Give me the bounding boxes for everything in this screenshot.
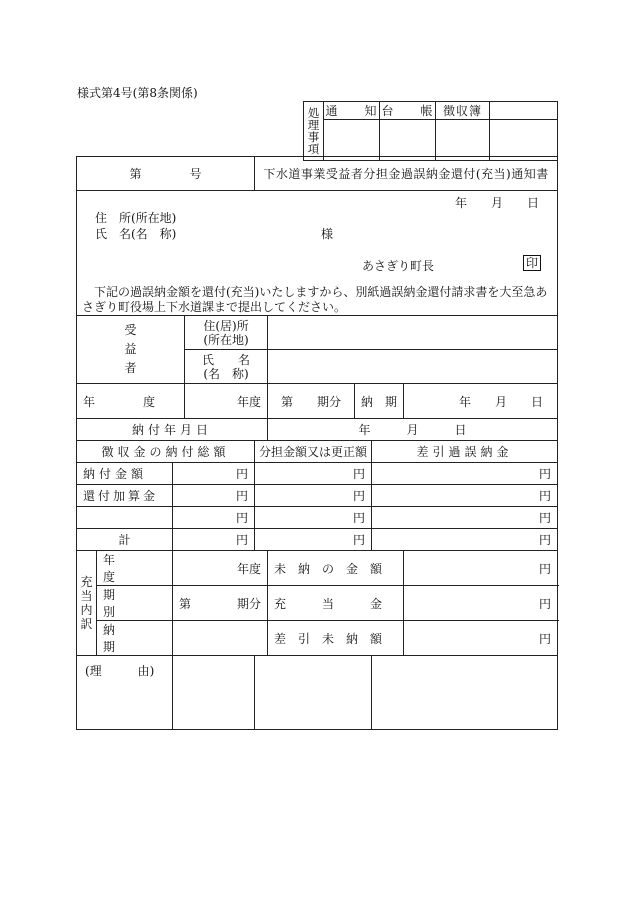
table-row xyxy=(77,485,558,507)
amount-cell[interactable]: 円 xyxy=(173,485,255,507)
honorific-sama: 様 xyxy=(321,227,334,241)
form-number-label: 様式第4号(第8条関係) xyxy=(77,86,198,100)
allocation-label: 充 当 内 訳 xyxy=(77,551,97,656)
amount-cell[interactable]: 円 xyxy=(404,551,558,586)
processing-table xyxy=(303,101,558,161)
row-label: 納 期 xyxy=(97,621,173,656)
collection-stamp-cell[interactable] xyxy=(436,120,490,161)
row-label-total: 計 xyxy=(77,529,173,551)
beneficiary-label: 受 益 者 xyxy=(77,316,185,384)
amount-cell[interactable]: 円 xyxy=(173,507,255,529)
due-label: 納 期 xyxy=(355,384,404,419)
notice-header: 通 知 xyxy=(324,102,380,120)
addressee-address-label: 住 所(所在地) xyxy=(95,211,177,225)
beneficiary-address-field[interactable] xyxy=(268,316,558,350)
row-label: 納付金額 xyxy=(77,463,173,485)
amount-cell[interactable]: 円 xyxy=(255,507,372,529)
payment-date-label: 納付年月日 xyxy=(77,419,268,441)
blank-stamp-cell[interactable] xyxy=(490,120,558,161)
period-field[interactable]: 第 期分 xyxy=(268,384,355,419)
payment-date-field[interactable]: 年 月 日 xyxy=(268,419,558,441)
main-form-table xyxy=(76,156,558,730)
amount-cell[interactable]: 円 xyxy=(173,529,255,551)
notice-text: 下記の過誤納金額を還付(充当)いたしますから、別紙過誤納金還付請求書を大至急あさぎり町役場上下水道課まで提出してください。 xyxy=(82,285,548,314)
row-label: 還付加算金 xyxy=(77,485,173,507)
blank-header xyxy=(490,102,558,120)
table-row xyxy=(77,621,558,656)
table-row xyxy=(77,529,558,551)
beneficiary-address-label: 住(居)所 (所在地) xyxy=(185,316,268,350)
addressee-block xyxy=(77,191,558,316)
reason-field-2[interactable] xyxy=(255,656,372,730)
processing-label: 処 理 事 項 xyxy=(304,102,324,161)
reason-field-1[interactable] xyxy=(173,656,255,730)
row-label: 未 納 の 金 額 xyxy=(268,551,404,586)
allocation-year-field[interactable]: 年度 xyxy=(173,551,268,586)
ledger-stamp-cell[interactable] xyxy=(380,120,436,161)
amount-cell[interactable]: 円 xyxy=(255,529,372,551)
notice-number-cell[interactable]: 第 号 xyxy=(77,157,255,191)
amount-cell[interactable]: 円 xyxy=(404,586,558,621)
overpayment-header: 差引過誤納金 xyxy=(372,441,558,463)
issuer-mayor: あさぎり町長 xyxy=(362,259,435,273)
row-label: 年 度 xyxy=(97,551,173,586)
allocation-period-field[interactable]: 第 期分 xyxy=(173,586,268,621)
row-label xyxy=(77,507,173,529)
document-title: 下水道事業受益者分担金過誤納金還付(充当)通知書 xyxy=(255,157,558,191)
table-row xyxy=(77,551,558,586)
reason-label: (理 由) xyxy=(77,656,173,730)
table-row xyxy=(77,463,558,485)
amount-cell[interactable]: 円 xyxy=(372,529,558,551)
total-paid-header: 徴収金の納付総額 xyxy=(77,441,255,463)
issue-date: 年 月 日 xyxy=(455,196,540,210)
official-seal: 印 xyxy=(523,255,541,271)
beneficiary-name-label: 氏 名 (名 称) xyxy=(185,350,268,384)
table-row xyxy=(77,586,558,621)
collection-book-header: 徴収簿 xyxy=(436,102,490,120)
amount-cell[interactable]: 円 xyxy=(372,485,558,507)
amount-cell[interactable]: 円 xyxy=(404,621,558,656)
reason-field-3[interactable] xyxy=(372,656,558,730)
row-label: 充 当 金 xyxy=(268,586,404,621)
row-label: 差 引 未 納 額 xyxy=(268,621,404,656)
due-date-field[interactable]: 年 月 日 xyxy=(404,384,558,419)
amount-cell[interactable]: 円 xyxy=(255,463,372,485)
fiscal-year-field[interactable]: 年度 xyxy=(185,384,268,419)
amount-cell[interactable]: 円 xyxy=(173,463,255,485)
fiscal-year-label: 年 度 xyxy=(77,384,185,419)
allocation-due-field[interactable] xyxy=(173,621,268,656)
amount-cell[interactable]: 円 xyxy=(372,463,558,485)
table-row xyxy=(77,507,558,529)
beneficiary-name-field[interactable] xyxy=(268,350,558,384)
notice-stamp-cell[interactable] xyxy=(324,120,380,161)
addressee-name-label: 氏 名(名 称) xyxy=(95,227,177,241)
ledger-header: 台 帳 xyxy=(380,102,436,120)
amount-cell[interactable]: 円 xyxy=(372,507,558,529)
assessed-amount-header: 分担金額又は更正額 xyxy=(255,441,372,463)
row-label: 期 別 xyxy=(97,586,173,621)
amount-cell[interactable]: 円 xyxy=(255,485,372,507)
